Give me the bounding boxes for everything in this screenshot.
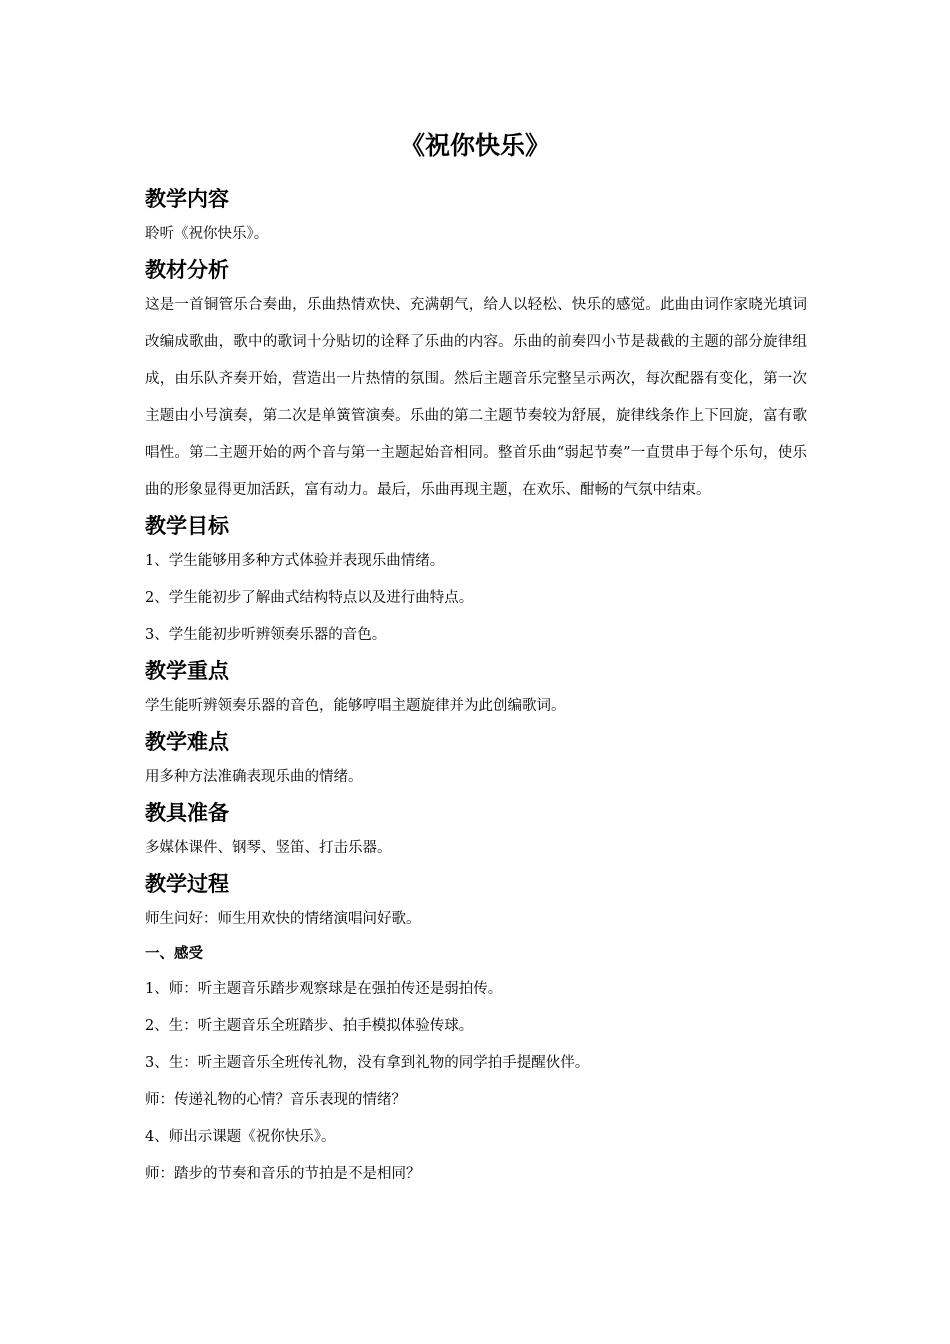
materials-text: 多媒体课件、钢琴、竖笛、打击乐器。 — [145, 840, 392, 856]
goal-item-3: 3、学生能初步听辨领奏乐器的音色。 — [145, 627, 387, 643]
process-item-3: 3、生：听主题音乐全班传礼物，没有拿到礼物的同学拍手提醒伙伴。 — [145, 1055, 590, 1071]
process-item-2: 2、生：听主题音乐全班踏步、拍手模拟体验传球。 — [145, 1018, 474, 1034]
heading-materials: 教具准备 — [145, 801, 229, 825]
material-analysis-text: 这是一首铜管乐合奏曲，乐曲热情欢快、充满朝气，给人以轻松、快乐的感觉。此曲由词作家晓光填词改编成歌曲，歌中的歌词十分贴切的诠释了乐曲的内容。乐曲的前奏四小节是裁截的主题的部分旋律组成，由乐队齐奏开始，营造出一片热情的氛围。然后主题音乐完整呈示两次，每次配器有变化，第一次主题由小号演奏，第二次是单簧管演奏。乐曲的第二主题节奏较为舒展，旋律线条作上下回旋，富有歌唱性。第二主题开始的两个音与第一主题起始音相同。整首乐曲“弱起节奏”一直贯串于每个乐句，使乐曲的形象显得更加活跃，富有动力。最后，乐曲再现主题，在欢乐、酣畅的气氛中结束。 — [145, 297, 807, 498]
document-body — [145, 182, 807, 1193]
heading-material-analysis: 教材分析 — [145, 258, 229, 282]
heading-teaching-goals: 教学目标 — [145, 514, 229, 538]
heading-teaching-content: 教学内容 — [145, 187, 229, 211]
goal-item-1: 1、学生能够用多种方式体验并表现乐曲情绪。 — [145, 553, 445, 569]
process-sub-heading: 一、感受 — [145, 946, 203, 962]
process-item-teacher-question-2: 师：踏步的节奏和音乐的节拍是不是相同？ — [145, 1166, 421, 1182]
process-item-teacher-question: 师：传递礼物的心情？音乐表现的情绪？ — [145, 1092, 406, 1108]
heading-key-points: 教学重点 — [145, 659, 229, 683]
document-title: 《祝你快乐》 — [399, 131, 550, 160]
difficulties-text: 用多种方法准确表现乐曲的情绪。 — [145, 769, 363, 785]
process-item-1: 1、师：听主题音乐踏步观察球是在强拍传还是弱拍传。 — [145, 981, 503, 997]
teaching-content-text: 聆听《祝你快乐》。 — [145, 226, 269, 242]
process-intro-text: 师生问好：师生用欢快的情绪演唱问好歌。 — [145, 911, 421, 927]
process-item-4: 4、师出示课题《祝你快乐》。 — [145, 1129, 336, 1145]
goal-item-2: 2、学生能初步了解曲式结构特点以及进行曲特点。 — [145, 590, 474, 606]
key-points-text: 学生能听辨领奏乐器的音色，能够哼唱主题旋律并为此创编歌词。 — [145, 698, 566, 714]
heading-difficulties: 教学难点 — [145, 730, 229, 754]
heading-teaching-process: 教学过程 — [145, 872, 229, 896]
